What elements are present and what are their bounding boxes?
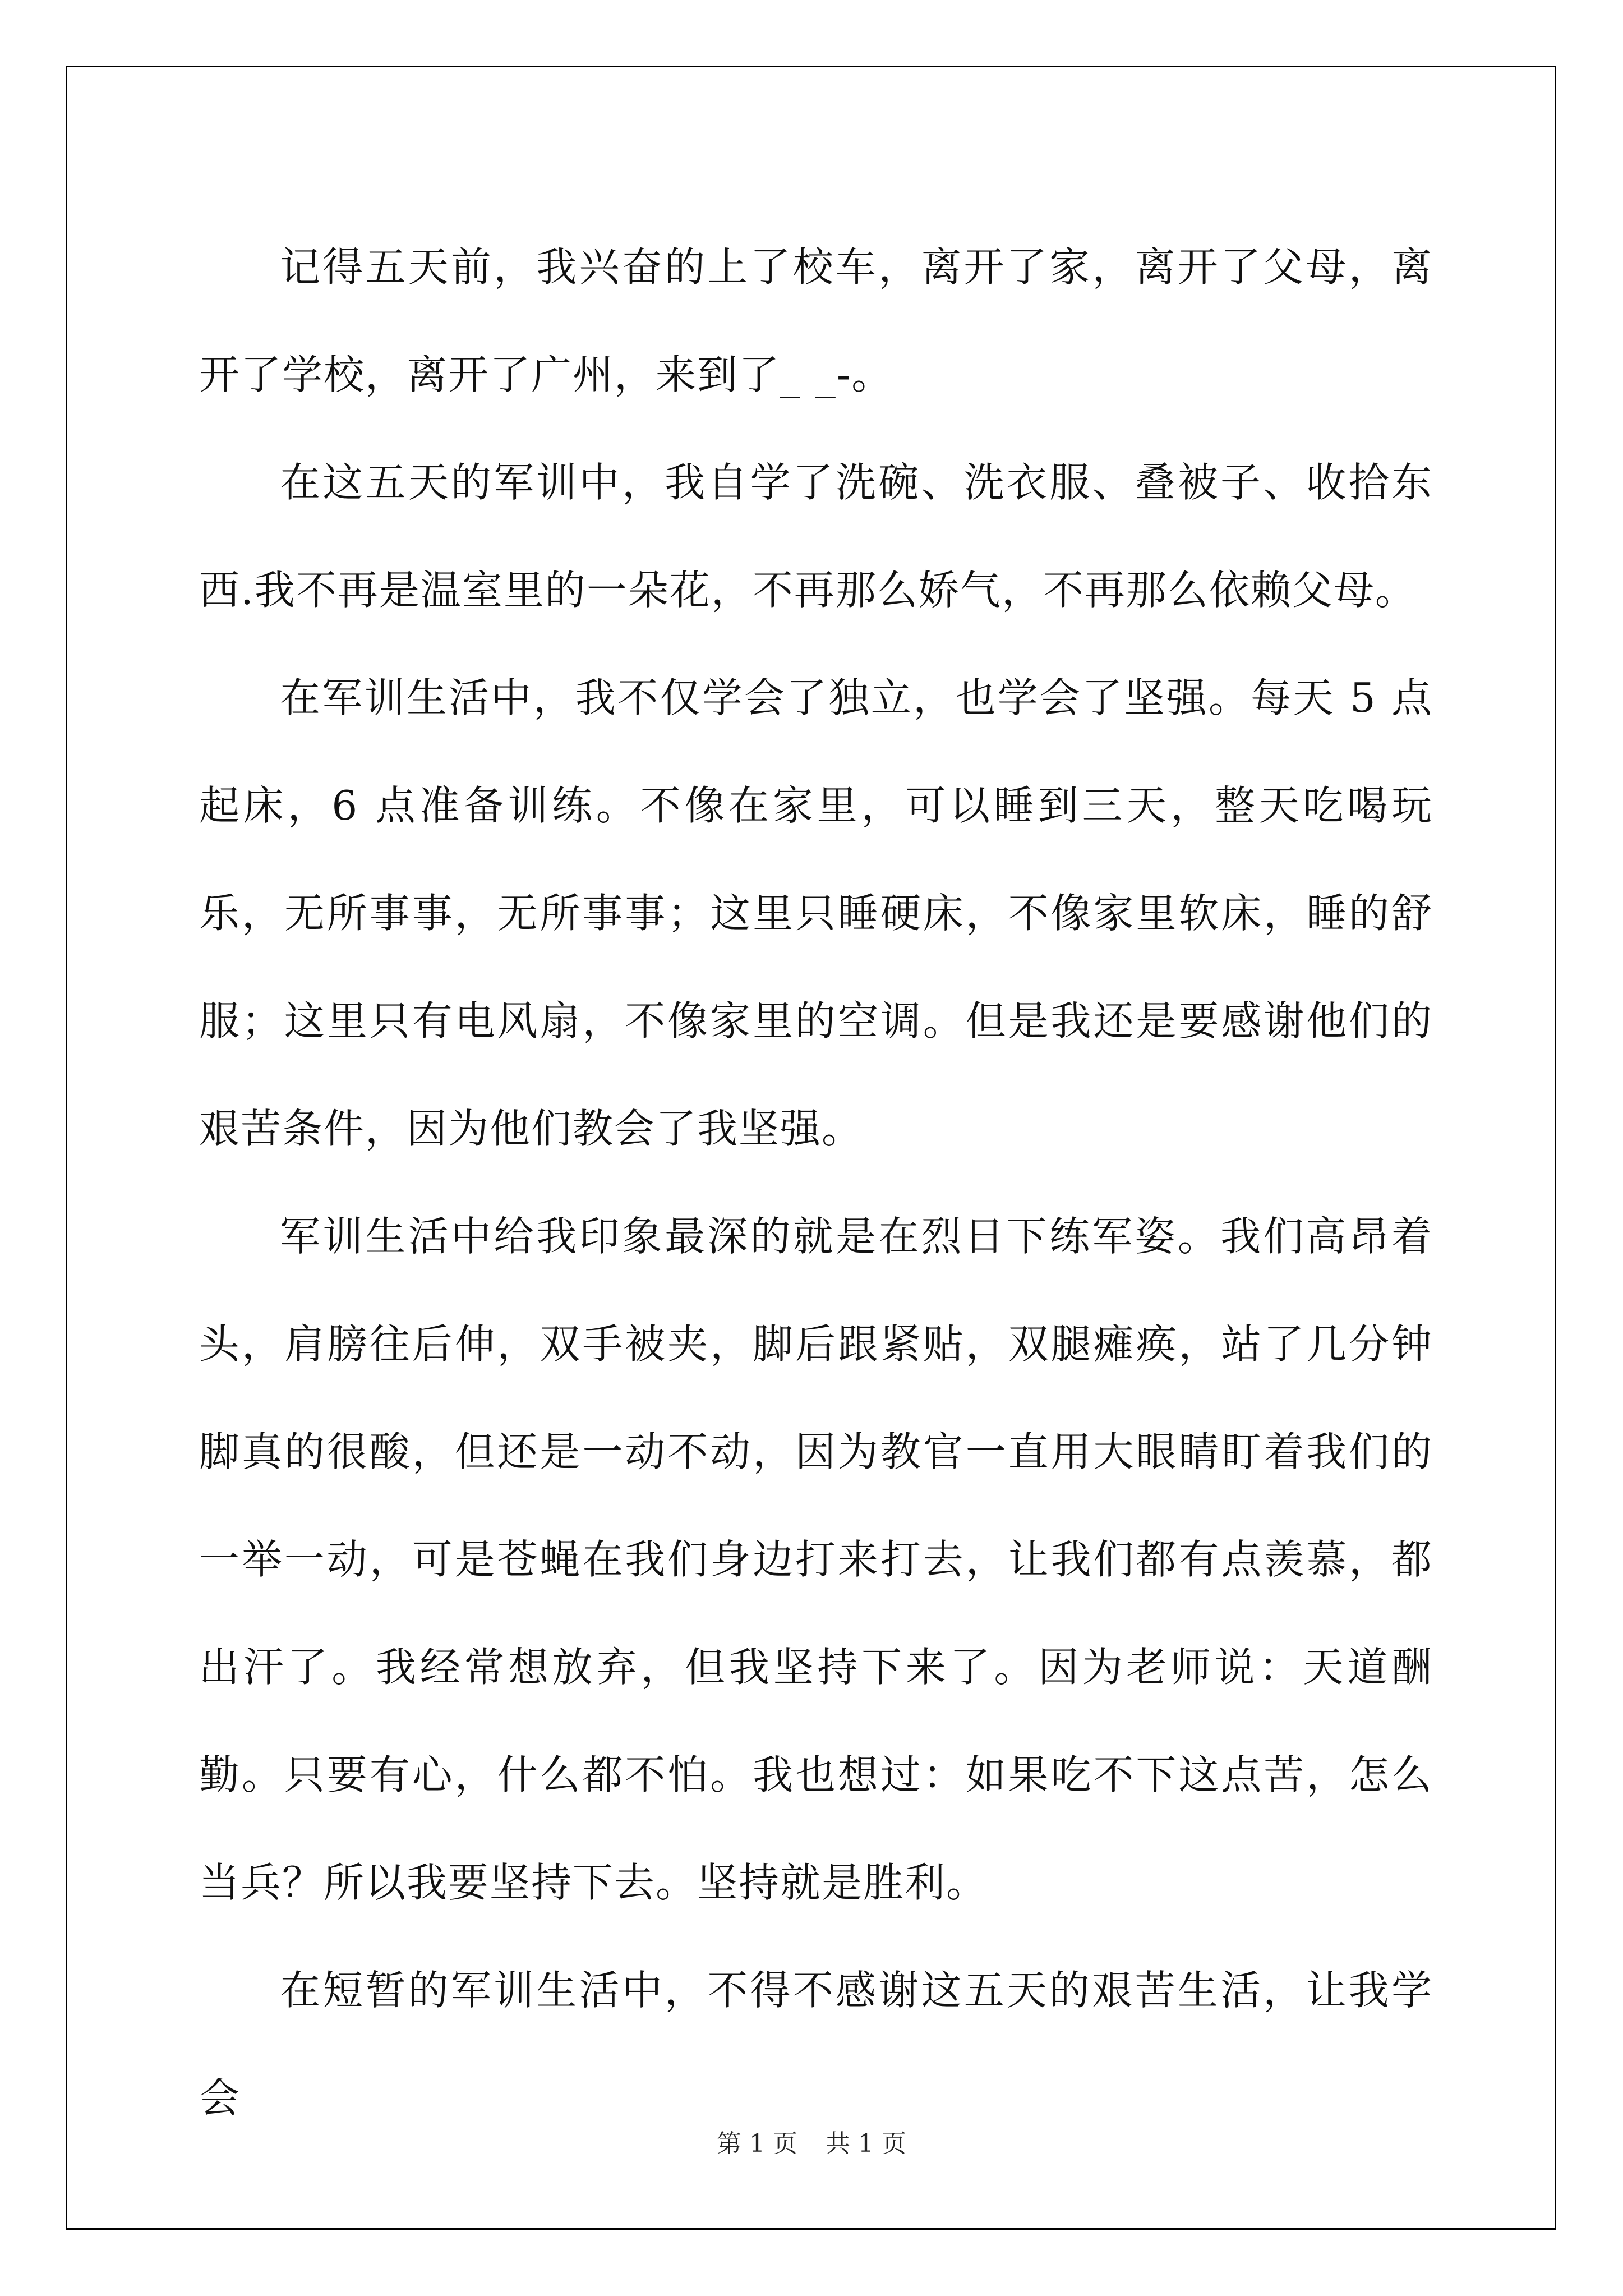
page-number: 第 1 页 <box>717 2129 797 2158</box>
page-total: 共 1 页 <box>826 2129 906 2158</box>
document-body <box>199 213 1433 2152</box>
paragraph-4: 军训生活中给我印象最深的就是在烈日下练军姿。我们高昂着头，肩膀往后伸，双手被夹，脚后跟紧贴，双腿瘫痪，站了几分钟脚真的很酸，但还是一动不动，因为教官一直用大眼睛盯着我们的一举一动，可是苍蝇在我们身边打来打去，让我们都有点羡慕，都出汗了。我经常想放弃，但我坚持下来了。因为老师说：天道酬勤。只要有心，什么都不怕。我也想过：如果吃不下这点苦，怎么当兵？所以我要坚持下去。坚持就是胜利。 <box>199 1213 1433 1906</box>
paragraph-1: 记得五天前，我兴奋的上了校车，离开了家，离开了父母，离开了学校，离开了广州，来到了_ _-。 <box>199 243 1433 398</box>
page-footer <box>0 2123 1623 2159</box>
paragraph-5: 在短暂的军训生活中，不得不感谢这五天的艰苦生活，让我学会 <box>199 1967 1433 2122</box>
paragraph-2: 在这五天的军训中，我自学了洗碗、洗衣服、叠被子、收拾东西.我不再是温室里的一朵花，不再那么娇气，不再那么依赖父母。 <box>199 459 1433 614</box>
paragraph-3: 在军训生活中，我不仅学会了独立，也学会了坚强。每天 5 点起床，6 点准备训练。不像在家里，可以睡到三天，整天吃喝玩乐，无所事事，无所事事；这里只睡硬床，不像家里软床，睡的舒服；这里只有电风扇，不像家里的空调。但是我还是要感谢他们的艰苦条件，因为他们教会了我坚强。 <box>199 674 1433 1152</box>
